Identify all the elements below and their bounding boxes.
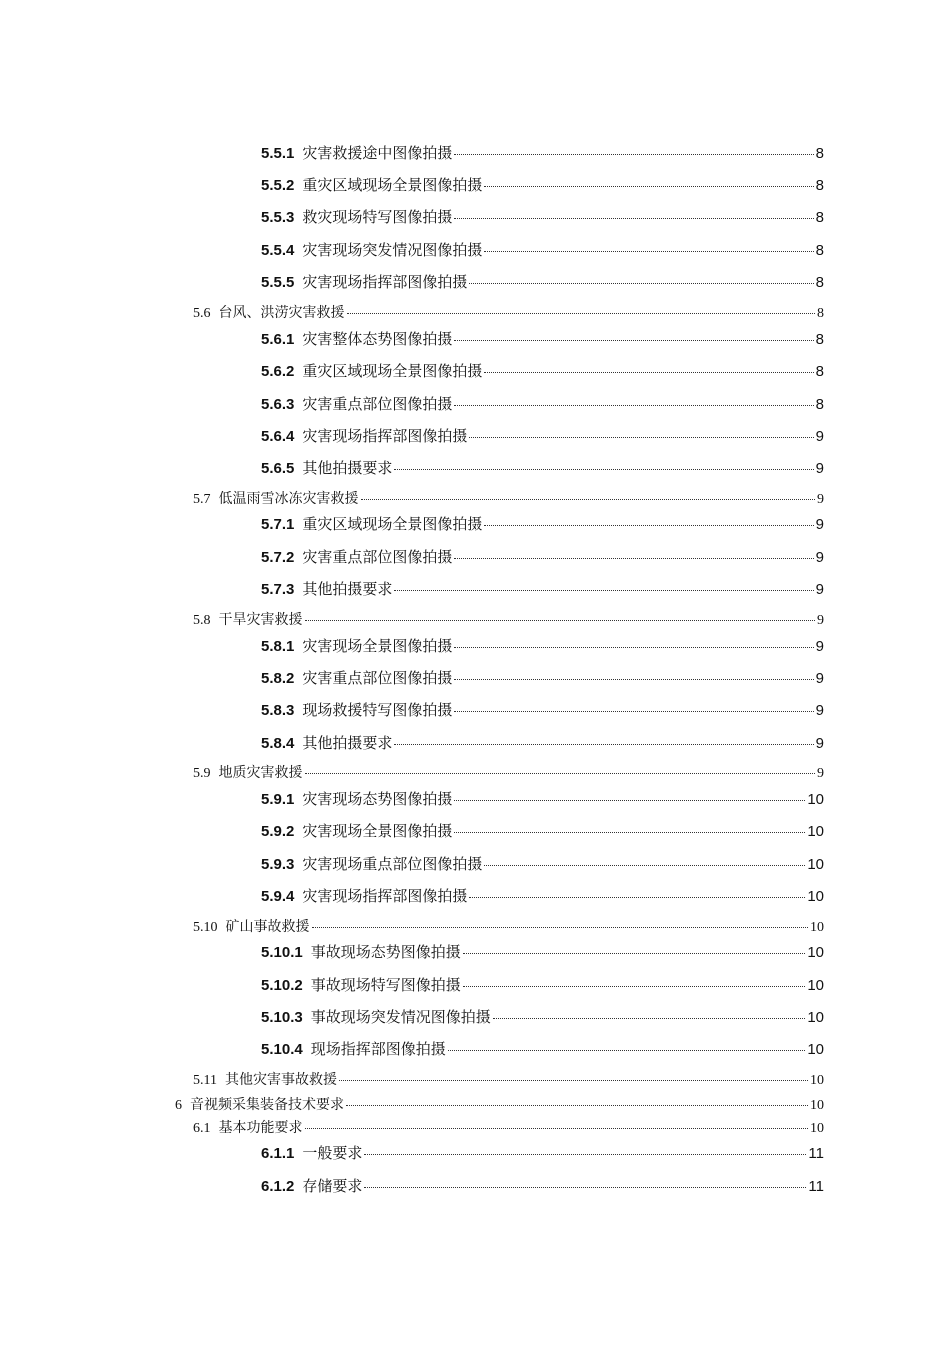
toc-entry-page: 11 xyxy=(808,1178,824,1195)
toc-entry-number: 5.5.2 xyxy=(261,177,295,194)
toc-entry-page: 10 xyxy=(807,977,824,994)
toc-dot-leader xyxy=(469,437,813,438)
toc-entry-number: 5.10.2 xyxy=(261,977,303,994)
toc-entry-6-1-1 xyxy=(261,1142,824,1163)
toc-entry-title: 干旱灾害救援 xyxy=(218,612,303,628)
toc-entry-page: 8 xyxy=(815,209,824,226)
toc-entry-page: 8 xyxy=(815,274,824,291)
toc-entry-title: 台风、洪涝灾害救援 xyxy=(218,305,345,321)
toc-entry-title: 灾害现场指挥部图像拍摄 xyxy=(302,887,468,905)
toc-entry-5-5-3 xyxy=(261,206,824,227)
toc-entry-number: 5.10.4 xyxy=(261,1041,303,1058)
toc-entry-title: 现场救援特写图像拍摄 xyxy=(302,701,453,719)
toc-entry-number: 5.8.1 xyxy=(261,638,295,655)
toc-dot-leader xyxy=(454,340,813,341)
toc-entry-title: 地质灾害救援 xyxy=(218,765,303,781)
toc-dot-leader xyxy=(312,927,809,928)
toc-entry-number: 6 xyxy=(175,1098,182,1113)
toc-entry-page: 9 xyxy=(815,549,824,566)
toc-entry-number: 5.9.1 xyxy=(261,791,295,808)
toc-entry-number: 5.7 xyxy=(193,492,211,507)
toc-dot-leader xyxy=(454,558,813,559)
toc-dot-leader xyxy=(484,525,813,526)
toc-entry-page: 9 xyxy=(815,581,824,598)
toc-entry-page: 9 xyxy=(815,460,824,477)
toc-entry-page: 9 xyxy=(815,735,824,752)
toc-entry-title: 灾害重点部位图像拍摄 xyxy=(302,395,453,413)
toc-entry-page: 10 xyxy=(807,1009,824,1026)
toc-entry-number: 5.5.3 xyxy=(261,209,295,226)
toc-entry-page: 8 xyxy=(815,396,824,413)
toc-entry-number: 5.5.1 xyxy=(261,145,295,162)
toc-entry-5-9-2 xyxy=(261,820,824,841)
toc-entry-page: 9 xyxy=(817,766,824,781)
toc-dot-leader xyxy=(484,372,813,373)
toc-entry-number: 5.7.3 xyxy=(261,581,295,598)
toc-dot-leader xyxy=(347,313,816,314)
toc-entry-5-7-2 xyxy=(261,546,824,567)
toc-dot-leader xyxy=(339,1080,808,1081)
toc-entry-5-6-2 xyxy=(261,360,824,381)
toc-entry-5-10-1 xyxy=(261,941,824,962)
toc-entry-5-5-2 xyxy=(261,174,824,195)
toc-entry-5-10-4 xyxy=(261,1038,824,1059)
toc-entry-title: 灾害现场全景图像拍摄 xyxy=(302,637,453,655)
toc-entry-title: 灾害现场指挥部图像拍摄 xyxy=(302,427,468,445)
toc-entry-6-1-2 xyxy=(261,1175,824,1196)
toc-entry-page: 10 xyxy=(807,944,824,961)
toc-entry-5-9 xyxy=(193,762,824,782)
toc-entry-number: 5.7.1 xyxy=(261,516,295,533)
toc-entry-page: 9 xyxy=(815,670,824,687)
toc-dot-leader xyxy=(394,744,813,745)
toc-entry-title: 基本功能要求 xyxy=(218,1120,303,1136)
toc-dot-leader xyxy=(346,1105,808,1106)
toc-entry-number: 5.10.3 xyxy=(261,1009,303,1026)
toc-entry-number: 5.8.3 xyxy=(261,702,295,719)
toc-entry-5-5-4 xyxy=(261,239,824,260)
toc-dot-leader xyxy=(469,283,813,284)
toc-entry-page: 10 xyxy=(810,1073,824,1088)
toc-entry-page: 10 xyxy=(807,823,824,840)
toc-entry-5-7-3 xyxy=(261,578,824,599)
toc-dot-leader xyxy=(484,251,813,252)
toc-entry-number: 5.9.4 xyxy=(261,888,295,905)
toc-entry-number: 5.9 xyxy=(193,766,211,781)
toc-entry-page: 10 xyxy=(807,1041,824,1058)
toc-entry-page: 8 xyxy=(815,145,824,162)
toc-entry-5-9-4 xyxy=(261,885,824,906)
toc-entry-page: 9 xyxy=(817,613,824,628)
toc-entry-title: 音视频采集装备技术要求 xyxy=(190,1097,344,1113)
toc-dot-leader xyxy=(484,865,805,866)
toc-entry-title: 其他拍摄要求 xyxy=(302,580,393,598)
toc-entry-page: 9 xyxy=(815,516,824,533)
toc-dot-leader xyxy=(454,679,813,680)
toc-dot-leader xyxy=(454,405,813,406)
toc-entry-number: 5.8.4 xyxy=(261,735,295,752)
toc-entry-title: 灾害现场突发情况图像拍摄 xyxy=(302,241,483,259)
toc-dot-leader xyxy=(454,218,813,219)
toc-entry-page: 8 xyxy=(817,306,824,321)
toc-dot-leader xyxy=(454,832,805,833)
toc-entry-5-6 xyxy=(193,302,824,322)
toc-dot-leader xyxy=(463,953,806,954)
toc-entry-page: 10 xyxy=(810,920,824,935)
toc-entry-title: 重灾区域现场全景图像拍摄 xyxy=(302,362,483,380)
toc-dot-leader xyxy=(463,986,806,987)
toc-entry-5-8-2 xyxy=(261,667,824,688)
toc-entry-title: 灾害现场指挥部图像拍摄 xyxy=(302,273,468,291)
toc-entry-number: 5.5.4 xyxy=(261,242,295,259)
toc-dot-leader xyxy=(361,499,816,500)
toc-entry-title: 灾害现场重点部位图像拍摄 xyxy=(302,855,483,873)
toc-dot-leader xyxy=(394,590,813,591)
toc-entry-page: 10 xyxy=(807,791,824,808)
toc-entry-number: 5.11 xyxy=(193,1073,217,1088)
toc-entry-page: 10 xyxy=(807,856,824,873)
toc-dot-leader xyxy=(454,711,813,712)
toc-dot-leader xyxy=(493,1018,806,1019)
toc-entry-number: 6.1 xyxy=(193,1121,211,1136)
toc-entry-number: 5.6.5 xyxy=(261,460,295,477)
toc-entry-title: 事故现场突发情况图像拍摄 xyxy=(310,1008,491,1026)
toc-dot-leader xyxy=(454,800,805,801)
toc-entry-title: 事故现场特写图像拍摄 xyxy=(310,976,461,994)
toc-entry-title: 灾害现场全景图像拍摄 xyxy=(302,822,453,840)
toc-entry-number: 5.6.1 xyxy=(261,331,295,348)
toc-entry-number: 6.1.2 xyxy=(261,1178,295,1195)
toc-entry-title: 救灾现场特写图像拍摄 xyxy=(302,208,453,226)
toc-entry-5-5-1 xyxy=(261,142,824,163)
toc-entry-page: 8 xyxy=(815,242,824,259)
toc-entry-page: 8 xyxy=(815,363,824,380)
toc-entry-title: 其他拍摄要求 xyxy=(302,734,393,752)
toc-entry-title: 存储要求 xyxy=(302,1177,363,1195)
toc-dot-leader xyxy=(305,1128,809,1129)
toc-entry-5-8-3 xyxy=(261,699,824,720)
toc-entry-5-10-3 xyxy=(261,1006,824,1027)
toc-entry-title: 低温雨雪冰冻灾害救援 xyxy=(218,491,359,507)
toc-entry-number: 5.9.2 xyxy=(261,823,295,840)
toc-entry-title: 事故现场态势图像拍摄 xyxy=(310,943,461,961)
toc-entry-5-8-4 xyxy=(261,732,824,753)
toc-entry-page: 8 xyxy=(815,177,824,194)
toc-entry-5-6-1 xyxy=(261,328,824,349)
toc-entry-page: 9 xyxy=(817,492,824,507)
toc-entry-page: 11 xyxy=(808,1145,824,1162)
toc-entry-5-5-5 xyxy=(261,271,824,292)
toc-entry-page: 9 xyxy=(815,428,824,445)
toc-entry-title: 其他灾害事故救援 xyxy=(224,1072,337,1088)
toc-entry-title: 重灾区域现场全景图像拍摄 xyxy=(302,515,483,533)
toc-entry-5-9-3 xyxy=(261,853,824,874)
toc-entry-number: 5.6.3 xyxy=(261,396,295,413)
toc-entry-title: 灾害现场态势图像拍摄 xyxy=(302,790,453,808)
toc-entry-title: 重灾区域现场全景图像拍摄 xyxy=(302,176,483,194)
toc-entry-5-6-5 xyxy=(261,457,824,478)
toc-dot-leader xyxy=(394,469,813,470)
toc-entry-5-6-3 xyxy=(261,393,824,414)
toc-entry-number: 5.10.1 xyxy=(261,944,303,961)
toc-dot-leader xyxy=(305,773,816,774)
toc-entry-6 xyxy=(175,1094,824,1114)
toc-dot-leader xyxy=(484,186,813,187)
toc-dot-leader xyxy=(364,1187,806,1188)
toc-entry-5-7-1 xyxy=(261,513,824,534)
toc-entry-page: 9 xyxy=(815,638,824,655)
toc-entry-number: 5.6.2 xyxy=(261,363,295,380)
toc-dot-leader xyxy=(454,647,813,648)
toc-entry-title: 灾害重点部位图像拍摄 xyxy=(302,548,453,566)
toc-entry-5-8 xyxy=(193,609,824,629)
toc-entry-title: 现场指挥部图像拍摄 xyxy=(310,1040,446,1058)
toc-entry-page: 10 xyxy=(810,1098,824,1113)
toc-entry-number: 5.8 xyxy=(193,613,211,628)
toc-entry-5-6-4 xyxy=(261,425,824,446)
toc-entry-5-10 xyxy=(193,916,824,936)
toc-entry-5-8-1 xyxy=(261,635,824,656)
toc-entry-title: 灾害整体态势图像拍摄 xyxy=(302,330,453,348)
toc-entry-number: 5.9.3 xyxy=(261,856,295,873)
toc-entry-page: 9 xyxy=(815,702,824,719)
toc-entry-page: 10 xyxy=(810,1121,824,1136)
toc-entry-6-1 xyxy=(193,1117,824,1137)
toc-entry-5-7 xyxy=(193,488,824,508)
toc-dot-leader xyxy=(454,154,813,155)
toc-entry-number: 5.6.4 xyxy=(261,428,295,445)
toc-entry-5-11 xyxy=(193,1069,824,1089)
toc-dot-leader xyxy=(305,620,816,621)
toc-entry-number: 5.8.2 xyxy=(261,670,295,687)
toc-entry-title: 灾害救援途中图像拍摄 xyxy=(302,144,453,162)
toc-entry-number: 5.6 xyxy=(193,306,211,321)
toc-entry-number: 5.7.2 xyxy=(261,549,295,566)
toc-dot-leader xyxy=(469,897,805,898)
toc-entry-5-10-2 xyxy=(261,974,824,995)
toc-entry-title: 灾害重点部位图像拍摄 xyxy=(302,669,453,687)
toc-entry-number: 6.1.1 xyxy=(261,1145,295,1162)
toc-entry-number: 5.5.5 xyxy=(261,274,295,291)
toc-entry-title: 矿山事故救援 xyxy=(225,919,310,935)
toc-dot-leader xyxy=(448,1050,806,1051)
toc-entry-page: 8 xyxy=(815,331,824,348)
toc-dot-leader xyxy=(364,1154,806,1155)
toc-entry-number: 5.10 xyxy=(193,920,218,935)
toc-entry-title: 一般要求 xyxy=(302,1144,363,1162)
toc-entry-page: 10 xyxy=(807,888,824,905)
toc-entry-5-9-1 xyxy=(261,788,824,809)
toc-entry-title: 其他拍摄要求 xyxy=(302,459,393,477)
